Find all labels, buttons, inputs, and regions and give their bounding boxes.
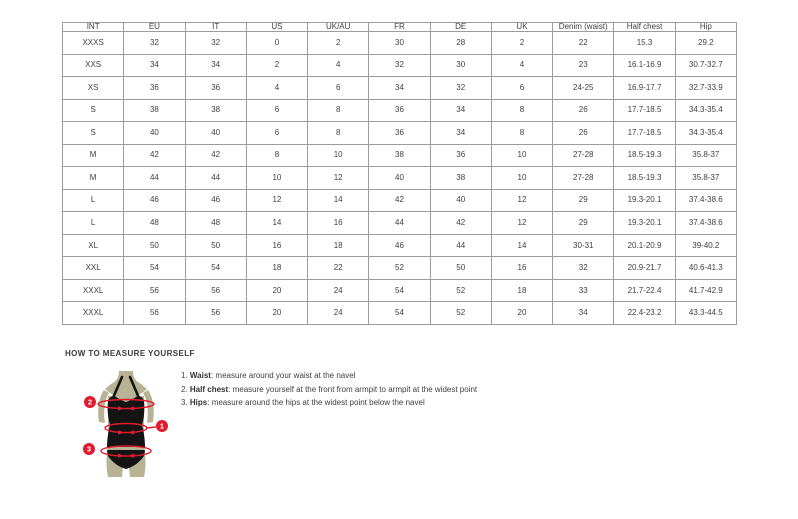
table-cell: 40 xyxy=(369,167,430,190)
table-cell: 12 xyxy=(491,189,552,212)
table-cell: 44 xyxy=(430,234,491,257)
table-cell: 39-40.2 xyxy=(675,234,736,257)
table-cell: XXXL xyxy=(63,279,124,302)
table-cell: 6 xyxy=(308,77,369,100)
table-cell: 36 xyxy=(124,77,185,100)
table-cell: 40 xyxy=(430,189,491,212)
size-table xyxy=(62,22,737,325)
table-cell: 6 xyxy=(246,122,307,145)
table-cell: 14 xyxy=(246,212,307,235)
table-cell: 27-28 xyxy=(553,144,614,167)
table-cell: 8 xyxy=(308,122,369,145)
table-cell: 26 xyxy=(553,122,614,145)
column-header: Half chest xyxy=(614,23,675,32)
table-cell: 50 xyxy=(430,257,491,280)
table-cell: 4 xyxy=(246,77,307,100)
instruction-term: Waist xyxy=(189,371,211,380)
column-header: DE xyxy=(430,23,491,32)
column-header: US xyxy=(246,23,307,32)
table-cell: 46 xyxy=(185,189,246,212)
instruction-half-chest xyxy=(181,386,477,394)
size-table-head xyxy=(63,23,737,32)
table-cell: 6 xyxy=(246,99,307,122)
table-row xyxy=(63,279,737,302)
measure-instructions-list xyxy=(181,372,477,413)
table-cell: 10 xyxy=(246,167,307,190)
measurement-figure-illustration xyxy=(82,370,170,482)
table-cell: 40 xyxy=(185,122,246,145)
table-cell: XXL xyxy=(63,257,124,280)
table-cell: 56 xyxy=(124,302,185,325)
table-cell: 21.7-22.4 xyxy=(614,279,675,302)
table-cell: 16.9-17.7 xyxy=(614,77,675,100)
table-cell: 35.8-37 xyxy=(675,144,736,167)
table-cell: 12 xyxy=(308,167,369,190)
measure-section-title: HOW TO MEASURE YOURSELF xyxy=(65,349,195,358)
table-cell: 36 xyxy=(185,77,246,100)
table-cell: 36 xyxy=(430,144,491,167)
instruction-text: : measure around the hips at the widest point below the navel xyxy=(207,398,425,407)
table-cell: 52 xyxy=(430,302,491,325)
table-cell: 38 xyxy=(369,144,430,167)
table-row xyxy=(63,302,737,325)
column-header: Hip xyxy=(675,23,736,32)
table-cell: 40 xyxy=(124,122,185,145)
instruction-number: 3. xyxy=(181,398,188,407)
table-cell: 26 xyxy=(553,99,614,122)
instruction-hips xyxy=(181,399,477,407)
table-row xyxy=(63,234,737,257)
table-cell: 34 xyxy=(124,54,185,77)
table-cell: 8 xyxy=(246,144,307,167)
instruction-term: Hips xyxy=(189,398,208,407)
table-cell: 43.3-44.5 xyxy=(675,302,736,325)
table-cell: 12 xyxy=(491,212,552,235)
table-cell: XL xyxy=(63,234,124,257)
table-cell: 4 xyxy=(308,54,369,77)
table-cell: 4 xyxy=(491,54,552,77)
table-cell: 10 xyxy=(491,167,552,190)
table-cell: 19.3-20.1 xyxy=(614,189,675,212)
table-cell: 24 xyxy=(308,279,369,302)
table-cell: 2 xyxy=(246,54,307,77)
table-row xyxy=(63,167,737,190)
table-cell: 16 xyxy=(246,234,307,257)
table-cell: 38 xyxy=(185,99,246,122)
instruction-number: 1. xyxy=(181,371,188,380)
table-cell: 28 xyxy=(430,32,491,55)
table-cell: 18 xyxy=(491,279,552,302)
table-cell: 48 xyxy=(185,212,246,235)
table-cell: 8 xyxy=(308,99,369,122)
table-cell: 32 xyxy=(553,257,614,280)
table-cell: 34 xyxy=(369,77,430,100)
column-header: UK xyxy=(491,23,552,32)
table-cell: 22 xyxy=(308,257,369,280)
table-cell: 20.9-21.7 xyxy=(614,257,675,280)
hips-marker-number: 3 xyxy=(86,444,92,454)
table-cell: 17.7-18.5 xyxy=(614,99,675,122)
table-cell: 29 xyxy=(553,189,614,212)
table-cell: 32.7-33.9 xyxy=(675,77,736,100)
table-cell: 22 xyxy=(553,32,614,55)
column-header: IT xyxy=(185,23,246,32)
table-cell: 54 xyxy=(369,302,430,325)
table-cell: 38 xyxy=(430,167,491,190)
table-cell: 8 xyxy=(491,99,552,122)
table-cell: 18 xyxy=(246,257,307,280)
table-cell: 54 xyxy=(185,257,246,280)
table-cell: 56 xyxy=(185,302,246,325)
table-cell: S xyxy=(63,122,124,145)
table-cell: 42 xyxy=(124,144,185,167)
swimsuit-top xyxy=(107,396,145,447)
table-cell: 32 xyxy=(430,77,491,100)
table-cell: 17.7-18.5 xyxy=(614,122,675,145)
table-cell: 29.2 xyxy=(675,32,736,55)
table-cell: 44 xyxy=(185,167,246,190)
table-cell: 42 xyxy=(430,212,491,235)
table-row xyxy=(63,212,737,235)
table-cell: 12 xyxy=(246,189,307,212)
table-cell: 54 xyxy=(124,257,185,280)
table-cell: 34 xyxy=(430,122,491,145)
instruction-number: 2. xyxy=(181,384,188,394)
header-row xyxy=(63,23,737,32)
table-cell: 44 xyxy=(369,212,430,235)
table-cell: XXS xyxy=(63,54,124,77)
table-row xyxy=(63,122,737,145)
table-cell: 15.3 xyxy=(614,32,675,55)
table-cell: 27-28 xyxy=(553,167,614,190)
table-cell: 37.4-38.6 xyxy=(675,212,736,235)
table-cell: 35.8-37 xyxy=(675,167,736,190)
table-cell: M xyxy=(63,144,124,167)
table-cell: 46 xyxy=(124,189,185,212)
table-row xyxy=(63,54,737,77)
column-header: EU xyxy=(124,23,185,32)
table-cell: 18 xyxy=(308,234,369,257)
column-header: UK/AU xyxy=(308,23,369,32)
table-cell: 14 xyxy=(308,189,369,212)
table-cell: 34 xyxy=(185,54,246,77)
table-cell: 40.6-41.3 xyxy=(675,257,736,280)
table-cell: 20 xyxy=(491,302,552,325)
table-cell: 22.4-23.2 xyxy=(614,302,675,325)
table-cell: 34 xyxy=(553,302,614,325)
table-cell: 16 xyxy=(308,212,369,235)
table-cell: XXXL xyxy=(63,302,124,325)
table-cell: 29 xyxy=(553,212,614,235)
table-cell: 19.3-20.1 xyxy=(614,212,675,235)
instruction-waist xyxy=(181,372,477,380)
table-cell: 6 xyxy=(491,77,552,100)
table-cell: 52 xyxy=(369,257,430,280)
table-cell: 56 xyxy=(185,279,246,302)
table-cell: 54 xyxy=(369,279,430,302)
table-cell: S xyxy=(63,99,124,122)
table-cell: 38 xyxy=(124,99,185,122)
chest-marker-number: 2 xyxy=(87,397,93,407)
table-cell: 10 xyxy=(308,144,369,167)
table-cell: 20 xyxy=(246,279,307,302)
table-cell: 33 xyxy=(553,279,614,302)
table-row xyxy=(63,99,737,122)
table-cell: 18.5-19.3 xyxy=(614,167,675,190)
table-cell: 34.3-35.4 xyxy=(675,99,736,122)
table-cell: 42 xyxy=(185,144,246,167)
waist-marker-number: 1 xyxy=(159,421,165,431)
instruction-text: : measure around your waist at the navel xyxy=(210,371,356,380)
table-cell: 30.7-32.7 xyxy=(675,54,736,77)
table-cell: 16.1-16.9 xyxy=(614,54,675,77)
size-table-body xyxy=(63,32,737,325)
table-cell: 30-31 xyxy=(553,234,614,257)
waist-leader-line xyxy=(146,427,156,428)
table-cell: 44 xyxy=(124,167,185,190)
mannequin-neck-shoulders xyxy=(105,371,147,399)
table-cell: 18.5-19.3 xyxy=(614,144,675,167)
table-cell: 46 xyxy=(369,234,430,257)
table-cell: 32 xyxy=(369,54,430,77)
table-cell: 48 xyxy=(124,212,185,235)
table-cell: 37.4-38.6 xyxy=(675,189,736,212)
table-cell: 34 xyxy=(430,99,491,122)
table-cell: L xyxy=(63,212,124,235)
table-cell: XXXS xyxy=(63,32,124,55)
table-cell: M xyxy=(63,167,124,190)
table-cell: 23 xyxy=(553,54,614,77)
table-cell: 24 xyxy=(308,302,369,325)
table-cell: 52 xyxy=(430,279,491,302)
table-cell: 32 xyxy=(124,32,185,55)
table-cell: 24-25 xyxy=(553,77,614,100)
table-cell: 32 xyxy=(185,32,246,55)
instruction-text: : measure yourself at the front from armpit to armpit at the widest point xyxy=(228,384,478,394)
table-cell: 41.7-42.9 xyxy=(675,279,736,302)
table-cell: L xyxy=(63,189,124,212)
table-cell: 8 xyxy=(491,122,552,145)
table-cell: 2 xyxy=(308,32,369,55)
table-cell: 56 xyxy=(124,279,185,302)
table-cell: 36 xyxy=(369,122,430,145)
table-cell: 50 xyxy=(124,234,185,257)
column-header: Denim (waist) xyxy=(553,23,614,32)
table-cell: 30 xyxy=(369,32,430,55)
table-cell: XS xyxy=(63,77,124,100)
table-row xyxy=(63,77,737,100)
table-cell: 10 xyxy=(491,144,552,167)
table-cell: 36 xyxy=(369,99,430,122)
table-cell: 42 xyxy=(369,189,430,212)
instruction-term: Half chest xyxy=(189,384,229,394)
table-cell: 16 xyxy=(491,257,552,280)
table-cell: 30 xyxy=(430,54,491,77)
table-row xyxy=(63,189,737,212)
table-cell: 20.1-20.9 xyxy=(614,234,675,257)
table-cell: 0 xyxy=(246,32,307,55)
column-header: FR xyxy=(369,23,430,32)
table-cell: 14 xyxy=(491,234,552,257)
table-cell: 34.3-35.4 xyxy=(675,122,736,145)
table-row xyxy=(63,32,737,55)
table-row xyxy=(63,144,737,167)
table-cell: 20 xyxy=(246,302,307,325)
table-cell: 2 xyxy=(491,32,552,55)
table-cell: 50 xyxy=(185,234,246,257)
column-header: INT xyxy=(63,23,124,32)
table-row xyxy=(63,257,737,280)
